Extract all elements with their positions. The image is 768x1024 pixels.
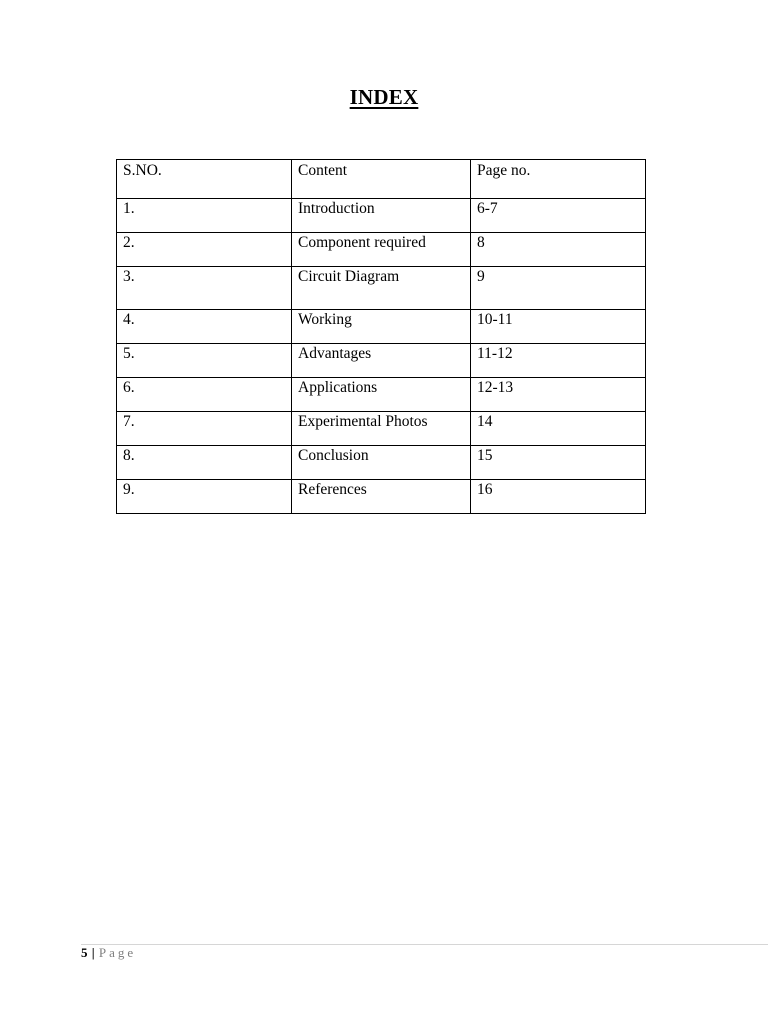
row-sno: 3. [117,267,292,310]
table-row [117,310,646,344]
row-content: Applications [292,378,471,412]
footer-separator: | [91,945,95,960]
row-page: 8 [471,233,646,267]
row-content: Advantages [292,344,471,378]
table-row [117,446,646,480]
header-page-no: Page no. [471,160,646,199]
table-row [117,267,646,310]
row-page: 12-13 [471,378,646,412]
row-sno: 8. [117,446,292,480]
row-content: Circuit Diagram [292,267,471,310]
row-sno: 4. [117,310,292,344]
row-sno: 5. [117,344,292,378]
row-content: References [292,480,471,514]
footer-page-label: Page [98,945,137,960]
table-header-row [117,160,646,199]
table-row [117,480,646,514]
row-content: Experimental Photos [292,412,471,446]
table-row [117,412,646,446]
row-content: Working [292,310,471,344]
row-page: 6-7 [471,199,646,233]
table-row [117,378,646,412]
header-content: Content [292,160,471,199]
page-footer [81,945,136,961]
row-content: Component required [292,233,471,267]
row-page: 15 [471,446,646,480]
page-title: INDEX [349,85,419,109]
header-sno: S.NO. [117,160,292,199]
row-sno: 2. [117,233,292,267]
row-content: Introduction [292,199,471,233]
row-page: 16 [471,480,646,514]
table-row [117,233,646,267]
row-sno: 7. [117,412,292,446]
row-page: 10-11 [471,310,646,344]
row-content: Conclusion [292,446,471,480]
row-page: 9 [471,267,646,310]
table-row [117,199,646,233]
row-sno: 9. [117,480,292,514]
index-table [116,159,646,514]
table-row [117,344,646,378]
row-sno: 6. [117,378,292,412]
row-sno: 1. [117,199,292,233]
row-page: 14 [471,412,646,446]
row-page: 11-12 [471,344,646,378]
footer-page-number: 5 [81,945,88,960]
footer-divider [81,944,768,945]
